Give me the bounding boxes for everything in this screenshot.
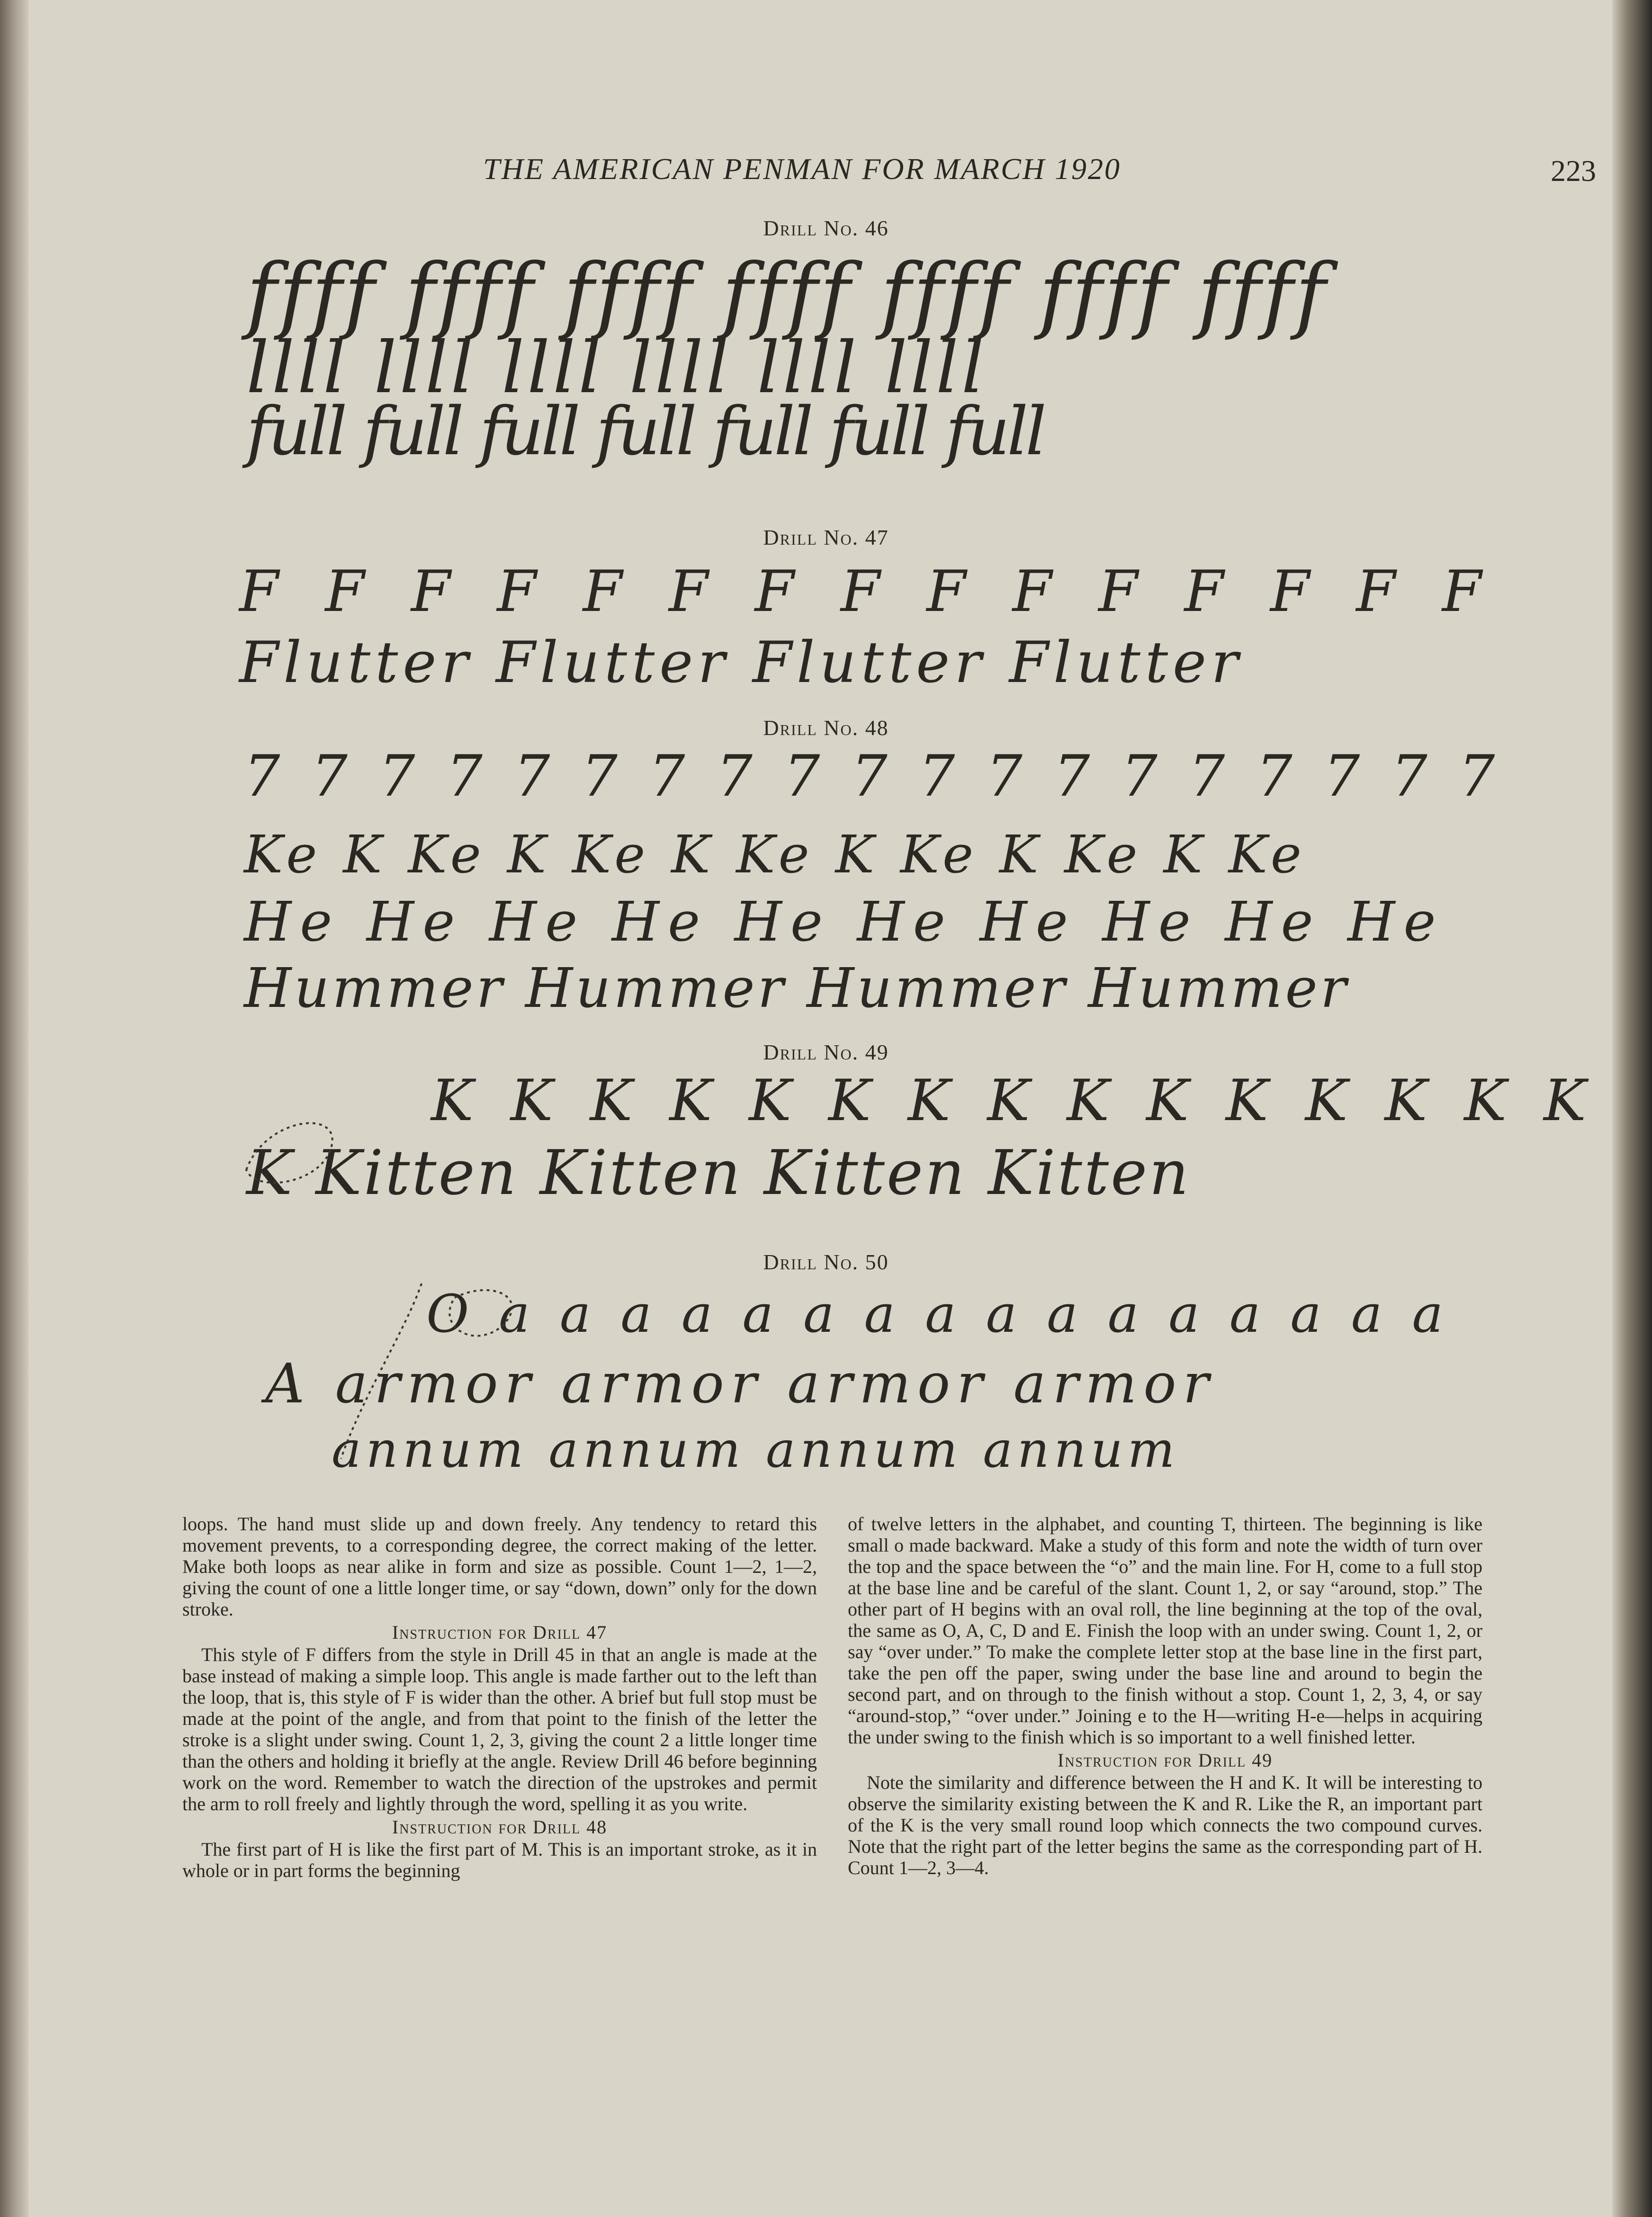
drill-46-line-1: ffff ffff ffff ffff ffff ffff ffff bbox=[246, 246, 1328, 342]
instruction-49-heading: Instruction for Drill 49 bbox=[1057, 1750, 1273, 1771]
drill-48-line-4: Hummer Hummer Hummer Hummer bbox=[244, 957, 1349, 1020]
drill-49-title: Drill No. 49 bbox=[763, 1040, 889, 1064]
right-text-column bbox=[848, 1513, 1482, 1878]
drill-49-guide-stroke bbox=[246, 1123, 332, 1183]
instruction-47-heading: Instruction for Drill 47 bbox=[392, 1622, 608, 1643]
drill-50-title: Drill No. 50 bbox=[763, 1250, 889, 1274]
drill-50-guide-stroke-2 bbox=[449, 1290, 512, 1336]
drill-50-line-3: annum annum annum annum bbox=[332, 1421, 1180, 1479]
left-paragraph-2: This style of F differs from the style in Drill 45 in that an angle is made at the base instead of making a simple loop. This angle is made farther out to the left than the loop, that is, this style of F is wider than the other. A brief but full stop must be made at the point of the angle, and from that point to the finish of the letter the stroke is a slight under swing. Count 1, 2, 3, giving the count 2 a little longer time than the others and holding it briefly at the angle. Review Drill 46 before beginning work on the word. Remember to watch the direction of the upstrokes and permit the arm to roll freely and lightly through the word, spelling it as you write. bbox=[182, 1644, 817, 1814]
left-text-column bbox=[182, 1513, 817, 1881]
drill-50-line-2: A armor armor armor armor bbox=[265, 1352, 1216, 1416]
drill-50-line-1: O a a a a a a a a a a a a a a a a bbox=[426, 1284, 1450, 1344]
drill-48-title: Drill No. 48 bbox=[763, 716, 889, 740]
left-paragraph-1: loops. The hand must slide up and down freely. Any tendency to retard this movement prevents, to a corresponding degree, the correct making of the letter. Make both loops as near alike in form and size as possible. Count 1—2, 1—2, giving the count of one a little longer time, or say “down, down” only for the down stroke. bbox=[182, 1513, 817, 1620]
drill-48-line-2: Ke K Ke K Ke K Ke K Ke K Ke K Ke bbox=[244, 824, 1306, 885]
running-title: THE AMERICAN PENMAN FOR MARCH 1920 bbox=[483, 152, 1121, 186]
drill-50-guide-stroke-1 bbox=[341, 1284, 422, 1459]
right-paragraph-1: of twelve letters in the alphabet, and counting T, thirteen. The beginning is like small o made backward. Make a study of this form and note the width of turn over the top and the space between the “o” and the main line. For H, come to a full stop at the base line and be careful of the slant. Count 1, 2, or say “around, stop.” The other part of H begins with an oval roll, the line beginning at the top of the oval, the same as O, A, C, D and E. Finish the loop with an under swing. Count 1, 2, or say “over under.” To make the complete letter stop at the base line in the first part, take the pen off the paper, swing under the base line and around to begin the second part, and on through to the finish without a stop. Count 1, 2, 3, 4, or say “around-stop,” “over under.” Joining e to the H—writing H-e—helps in acquiring the under swing to the finish which is so important to a well finished letter. bbox=[848, 1513, 1482, 1748]
left-paragraph-3: The first part of H is like the first part of M. This is an important stroke, as it in whole or in part forms the beginning bbox=[182, 1839, 817, 1881]
drill-48-line-1: 7 7 7 7 7 7 7 7 7 7 7 7 7 7 7 7 7 7 7 bbox=[244, 744, 1502, 809]
drill-47-line-1: F F F F F F F F F F F F F F F bbox=[239, 559, 1496, 625]
drill-46-line-3: full full full full full full full bbox=[246, 393, 1044, 470]
right-paragraph-2: Note the similarity and difference between the H and K. It will be interesting to observe the similarity existing between the K and R. Like the R, an important part of the K is the very small round loop which connects the two compound curves. Note that the right part of the letter begins the same as the corresponding part of H. Count 1—2, 3—4. bbox=[848, 1772, 1482, 1878]
drill-48-line-3: He He He He He He He He He He bbox=[244, 890, 1445, 954]
drill-49-line-2: K Kitten Kitten Kitten Kitten bbox=[246, 1137, 1191, 1209]
drill-49-line-1: K K K K K K K K K K K K K K K bbox=[431, 1068, 1596, 1134]
page-number: 223 bbox=[1551, 154, 1596, 188]
drill-47-title: Drill No. 47 bbox=[763, 525, 889, 549]
instruction-48-heading: Instruction for Drill 48 bbox=[392, 1816, 608, 1838]
drill-47-line-2: Flutter Flutter Flutter Flutter bbox=[239, 630, 1243, 696]
drill-46-title: Drill No. 46 bbox=[763, 216, 889, 240]
drill-46-line-2: llll llll llll llll llll llll bbox=[246, 327, 987, 409]
